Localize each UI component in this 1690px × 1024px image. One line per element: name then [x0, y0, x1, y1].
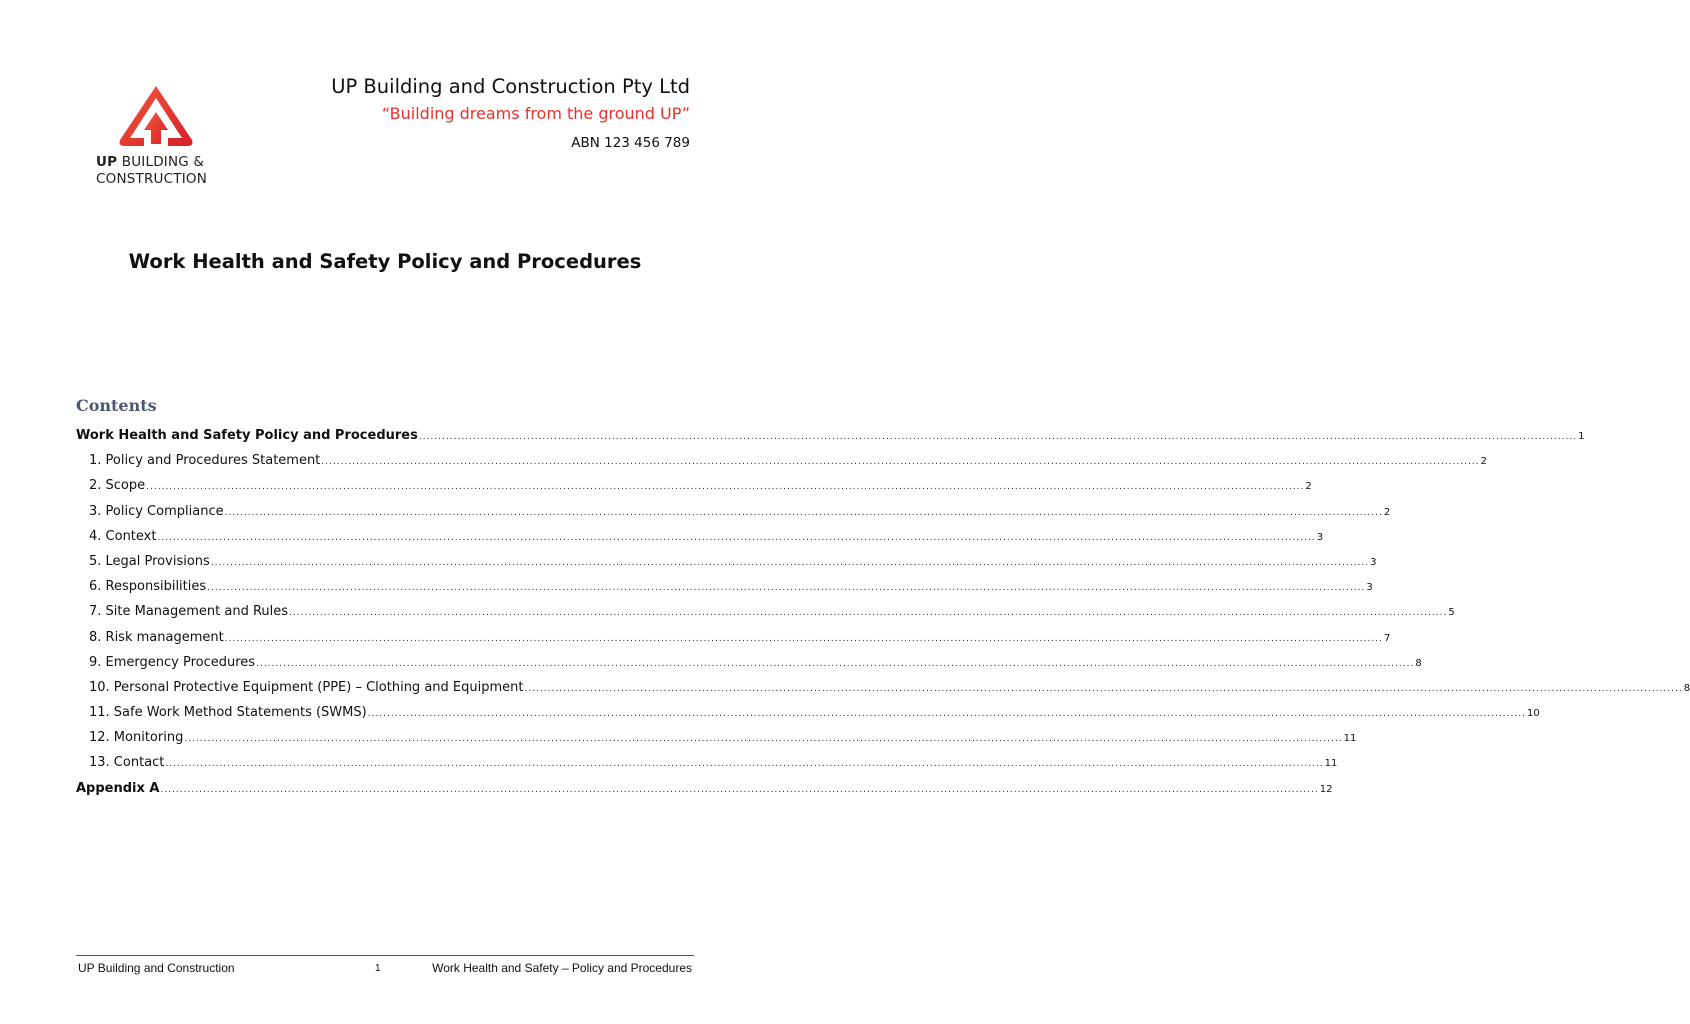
- toc-entry-page: 2: [1480, 456, 1487, 468]
- toc-entry-page: 5: [1448, 607, 1455, 619]
- toc-entry-page: 1: [1578, 431, 1585, 442]
- logo-wordmark: [96, 154, 218, 188]
- toc-entry[interactable]: [76, 579, 1373, 604]
- document-title: Work Health and Safety Policy and Procedures: [128, 250, 642, 273]
- toc-entry-page: 8: [1415, 657, 1422, 669]
- toc-entry-page: 11: [1324, 758, 1338, 770]
- toc-entry-page: 2: [1383, 506, 1391, 518]
- toc-leader-dots: ............................................................................................................................................................................................................................................................................................................: [418, 432, 1578, 442]
- logo-text-line2: CONSTRUCTION: [96, 171, 208, 187]
- toc-entry-page: 3: [1316, 531, 1324, 543]
- contents-heading: Contents: [76, 396, 157, 415]
- footer-page-number: 1: [375, 963, 381, 974]
- toc-entry-page: 10: [1526, 708, 1540, 720]
- toc-entry-text: 7. Site Management and Rules: [89, 604, 289, 620]
- toc-entry-page: 12: [1319, 783, 1333, 795]
- toc-leader-dots: ............................................................................................................................................................................................................................................................................................................: [146, 482, 1305, 493]
- toc-entry[interactable]: [76, 654, 1422, 680]
- toc-entry[interactable]: [76, 629, 1391, 655]
- toc-leader-dots: ............................................................................................................................................................................................................................................................................................................: [165, 759, 1324, 770]
- toc-entry-text: 6. Responsibilities: [89, 579, 207, 595]
- toc-entry[interactable]: [76, 705, 1540, 730]
- toc-leader-dots: ............................................................................................................................................................................................................................................................................................................: [256, 658, 1415, 669]
- toc-entry-page: 7: [1383, 632, 1391, 644]
- logo-text-bold: UP: [96, 154, 118, 170]
- toc-entry-text: 9. Emergency Procedures: [89, 654, 256, 670]
- logo-mark-icon: [118, 84, 194, 150]
- footer-divider: [76, 955, 694, 956]
- toc-entry-page: 3: [1370, 556, 1377, 568]
- toc-leader-dots: ............................................................................................................................................................................................................................................................................................................: [157, 532, 1316, 543]
- toc-entry-text: 11. Safe Work Method Statements (SWMS): [89, 705, 367, 721]
- toc-entry-text: Appendix A: [76, 780, 160, 796]
- company-logo: [96, 84, 218, 188]
- toc-leader-dots: ............................................................................................................................................................................................................................................................................................................: [524, 683, 1683, 694]
- toc-entry[interactable]: [76, 679, 1690, 705]
- company-header: [331, 74, 690, 153]
- toc-leader-dots: ............................................................................................................................................................................................................................................................................................................: [207, 583, 1366, 594]
- company-name: UP Building and Construction Pty Ltd: [331, 75, 690, 98]
- logo-text-rest: BUILDING &: [117, 154, 205, 170]
- toc-leader-dots: ............................................................................................................................................................................................................................................................................................................: [289, 608, 1448, 619]
- toc-entry[interactable]: [76, 730, 1357, 755]
- toc-entry[interactable]: [76, 604, 1455, 629]
- toc-entry-text: 12. Monitoring: [89, 730, 184, 746]
- company-tagline: “Building dreams from the ground UP”: [381, 104, 690, 123]
- toc-entry-text: 8. Risk management: [89, 629, 224, 645]
- toc-leader-dots: ............................................................................................................................................................................................................................................................................................................: [321, 457, 1480, 468]
- toc-leader-dots: ............................................................................................................................................................................................................................................................................................................: [160, 784, 1319, 795]
- toc-entry[interactable]: [76, 755, 1338, 780]
- toc-leader-dots: ............................................................................................................................................................................................................................................................................................................: [224, 507, 1383, 518]
- toc-entry[interactable]: [76, 553, 1377, 579]
- toc-leader-dots: ............................................................................................................................................................................................................................................................................................................: [224, 633, 1383, 644]
- toc-leader-dots: ............................................................................................................................................................................................................................................................................................................: [210, 557, 1370, 568]
- company-abn: ABN 123 456 789: [571, 135, 690, 151]
- toc-entry[interactable]: [76, 528, 1324, 554]
- toc-entry-text: 10. Personal Protective Equipment (PPE) – Clothing and Equipment: [89, 679, 524, 695]
- toc-entry-text: 5. Legal Provisions: [89, 553, 210, 569]
- toc-entry-text: 1. Policy and Procedures Statement: [89, 453, 321, 469]
- toc-entry-text: 13. Contact: [89, 755, 165, 771]
- toc-entry-page: 2: [1305, 481, 1312, 493]
- toc-entry[interactable]: [76, 503, 1391, 529]
- toc-entry[interactable]: [76, 428, 1585, 453]
- toc-entry[interactable]: [76, 453, 1487, 478]
- toc-entry-text: 3. Policy Compliance: [89, 503, 224, 519]
- toc-entry-page: 3: [1366, 582, 1373, 594]
- footer-company: UP Building and Construction: [78, 961, 235, 975]
- toc-entry[interactable]: [76, 478, 1312, 503]
- toc-entry-page: 11: [1343, 733, 1357, 745]
- toc-entry-text: 4. Context: [89, 528, 157, 544]
- toc-leader-dots: ............................................................................................................................................................................................................................................................................................................: [367, 709, 1526, 720]
- toc-entry-text: Work Health and Safety Policy and Procedures: [76, 428, 418, 443]
- toc-leader-dots: ............................................................................................................................................................................................................................................................................................................: [184, 734, 1343, 745]
- toc-entry-page: 8: [1683, 682, 1690, 694]
- toc-entry[interactable]: [76, 780, 1333, 806]
- footer-document-title: Work Health and Safety – Policy and Procedures: [432, 961, 692, 975]
- toc-entry-text: 2. Scope: [89, 478, 146, 494]
- table-of-contents: [76, 428, 1690, 806]
